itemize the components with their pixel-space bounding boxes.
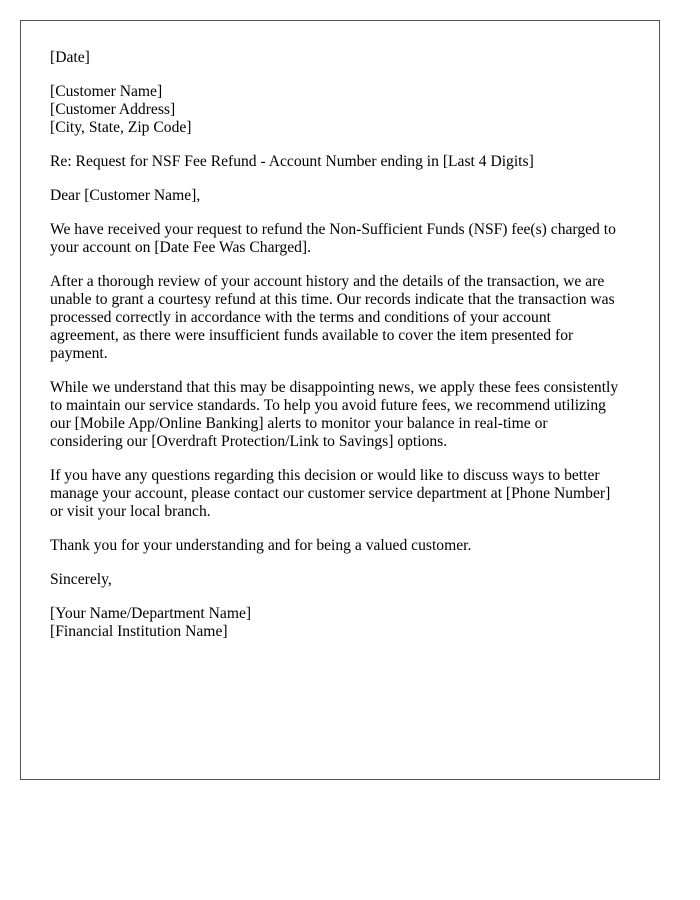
paragraph-review-decision	[50, 273, 640, 363]
paragraph-line: manage your account, please contact our customer service department at [Phone Number]	[50, 485, 611, 502]
paragraph-line: We have received your request to refund the Non-Sufficient Funds (NSF) fee(s) charged to	[50, 221, 616, 238]
paragraph-line: considering our [Overdraft Protection/Link to Savings] options.	[50, 433, 448, 450]
letter-page	[20, 20, 660, 780]
letter-content	[50, 49, 640, 657]
subject-line-block	[50, 153, 640, 171]
subject-line: Re: Request for NSF Fee Refund - Account Number ending in [Last 4 Digits]	[50, 153, 534, 170]
paragraph-line: processed correctly in accordance with the terms and conditions of your account	[50, 309, 551, 326]
signature-block	[50, 605, 640, 641]
closing-block	[50, 571, 640, 589]
salutation: Dear [Customer Name],	[50, 187, 201, 204]
paragraph-line: payment.	[50, 345, 108, 362]
paragraph-line: or visit your local branch.	[50, 503, 211, 520]
signature-institution: [Financial Institution Name]	[50, 623, 228, 640]
paragraph-line: your account on [Date Fee Was Charged].	[50, 239, 312, 256]
paragraph-questions-contact	[50, 467, 640, 521]
paragraph-line: our [Mobile App/Online Banking] alerts to monitor your balance in real-time or	[50, 415, 548, 432]
recipient-city-state-zip: [City, State, Zip Code]	[50, 119, 192, 136]
paragraph-line: While we understand that this may be disappointing news, we apply these fees consistently	[50, 379, 619, 396]
letter-date: [Date]	[50, 49, 90, 66]
recipient-address-block	[50, 83, 640, 137]
paragraph-thank-you	[50, 537, 640, 555]
letter-date-block	[50, 49, 640, 67]
recipient-address: [Customer Address]	[50, 101, 176, 118]
paragraph-line: Thank you for your understanding and for being a valued customer.	[50, 537, 472, 554]
paragraph-request-received	[50, 221, 640, 257]
paragraph-line: After a thorough review of your account history and the details of the transaction, we are	[50, 273, 605, 290]
paragraph-avoid-future-fees	[50, 379, 640, 451]
recipient-name: [Customer Name]	[50, 83, 163, 100]
closing: Sincerely,	[50, 571, 112, 588]
paragraph-line: If you have any questions regarding this decision or would like to discuss ways to better	[50, 467, 600, 484]
paragraph-line: to maintain our service standards. To help you avoid future fees, we recommend utilizing	[50, 397, 606, 414]
signature-name-department: [Your Name/Department Name]	[50, 605, 252, 622]
paragraph-line: unable to grant a courtesy refund at this time. Our records indicate that the transaction was	[50, 291, 615, 308]
paragraph-line: agreement, as there were insufficient funds available to cover the item presented for	[50, 327, 574, 344]
salutation-block	[50, 187, 640, 205]
